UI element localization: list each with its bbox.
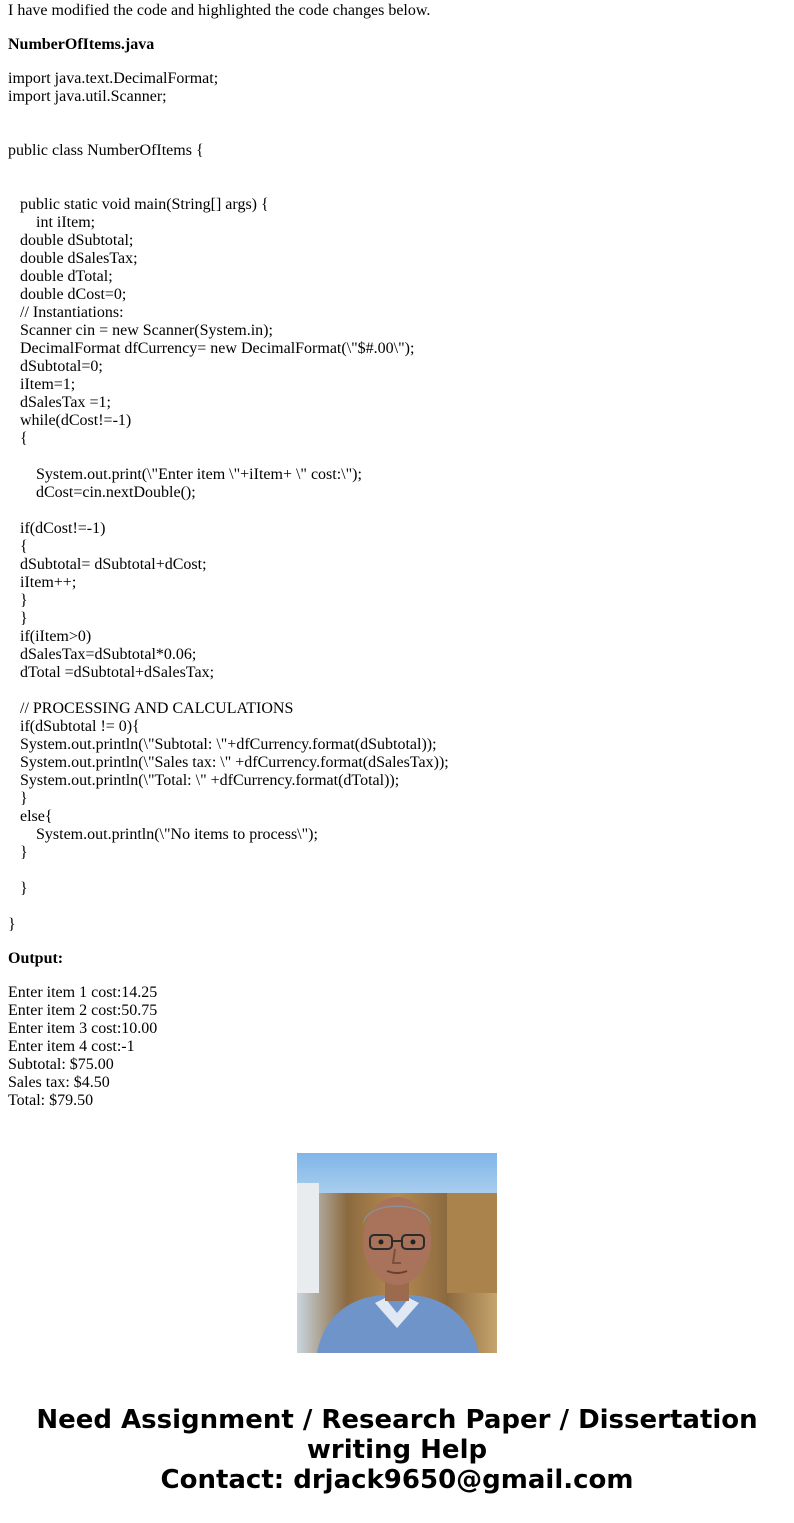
code-line: double dSalesTax; xyxy=(20,250,138,267)
output-line: Subtotal: $75.00 xyxy=(8,1056,114,1073)
code-line: public static void main(String[] args) { xyxy=(20,196,269,213)
author-photo xyxy=(297,1153,497,1353)
code-line xyxy=(8,448,788,466)
code-line: // Instantiations: xyxy=(20,304,124,321)
promo-line-1: Need Assignment / Research Paper / Dissertation xyxy=(36,1405,758,1435)
output-line: Enter item 4 cost:-1 xyxy=(8,1038,135,1055)
code-line: } xyxy=(20,880,28,897)
code-line: if(iItem>0) xyxy=(20,628,92,645)
code-line: Scanner cin = new Scanner(System.in); xyxy=(20,322,273,339)
code-line: dSalesTax=dSubtotal*0.06; xyxy=(20,646,197,663)
code-line: } xyxy=(8,916,16,933)
code-line: } xyxy=(20,592,28,609)
code-line: iItem=1; xyxy=(20,376,76,393)
output-line: Enter item 1 cost:14.25 xyxy=(8,984,158,1001)
document-body xyxy=(8,0,788,1124)
code-line: System.out.println(\"No items to process\"); xyxy=(36,826,318,843)
output-line: Sales tax: $4.50 xyxy=(8,1074,110,1091)
code-line: import java.util.Scanner; xyxy=(8,88,167,105)
output-heading: Output: xyxy=(8,950,64,967)
code-line xyxy=(8,898,788,916)
code-line: while(dCost!=-1) xyxy=(20,412,132,429)
code-line: System.out.println(\"Total: \" +dfCurrency.format(dTotal)); xyxy=(20,772,400,789)
code-line xyxy=(8,106,788,124)
promo-text xyxy=(0,1405,794,1495)
code-line xyxy=(8,502,788,520)
intro-text: I have modified the code and highlighted the code changes below. xyxy=(8,2,431,19)
code-line: if(dCost!=-1) xyxy=(20,520,106,537)
code-line: } xyxy=(20,610,28,627)
code-line: dTotal =dSubtotal+dSalesTax; xyxy=(20,664,215,681)
code-line: double dTotal; xyxy=(20,268,113,285)
code-line: dCost=cin.nextDouble(); xyxy=(36,484,196,501)
output-block xyxy=(8,984,788,1146)
code-line: int iItem; xyxy=(36,214,96,231)
promo-banner xyxy=(0,1124,794,1523)
promo-contact-line: Contact: drjack9650@gmail.com xyxy=(160,1465,634,1495)
promo-line-2: writing Help xyxy=(306,1435,488,1465)
code-line: if(dSubtotal != 0){ xyxy=(20,718,140,735)
code-line: dSalesTax =1; xyxy=(20,394,111,411)
code-line xyxy=(8,862,788,880)
code-line: public class NumberOfItems { xyxy=(8,142,204,159)
output-line: Enter item 2 cost:50.75 xyxy=(8,1002,158,1019)
code-line: dSubtotal=0; xyxy=(20,358,103,375)
code-line: { xyxy=(20,430,28,447)
code-line xyxy=(8,682,788,700)
code-line xyxy=(8,160,788,178)
code-line: iItem++; xyxy=(20,574,77,591)
code-line: double dCost=0; xyxy=(20,286,127,303)
person-photo-icon xyxy=(297,1153,497,1353)
code-line: DecimalFormat dfCurrency= new DecimalFormat(\"$#.00\"); xyxy=(20,340,415,357)
code-line: } xyxy=(20,844,28,861)
file-name-heading: NumberOfItems.java xyxy=(8,36,155,53)
code-line: double dSubtotal; xyxy=(20,232,134,249)
code-line: dSubtotal= dSubtotal+dCost; xyxy=(20,556,207,573)
code-line: import java.text.DecimalFormat; xyxy=(8,70,219,87)
code-line: System.out.println(\"Sales tax: \" +dfCurrency.format(dSalesTax)); xyxy=(20,754,449,771)
output-line: Total: $79.50 xyxy=(8,1092,94,1109)
code-line: System.out.println(\"Subtotal: \"+dfCurrency.format(dSubtotal)); xyxy=(20,736,437,753)
code-line: else{ xyxy=(20,808,53,825)
output-line: Enter item 3 cost:10.00 xyxy=(8,1020,158,1037)
code-line xyxy=(8,178,788,196)
code-line: System.out.print(\"Enter item \"+iItem+ \" cost:\"); xyxy=(36,466,362,483)
code-line: // PROCESSING AND CALCULATIONS xyxy=(20,700,294,717)
code-line xyxy=(8,124,788,142)
code-line: { xyxy=(20,538,28,555)
code-line: } xyxy=(20,790,28,807)
code-block xyxy=(8,70,788,934)
